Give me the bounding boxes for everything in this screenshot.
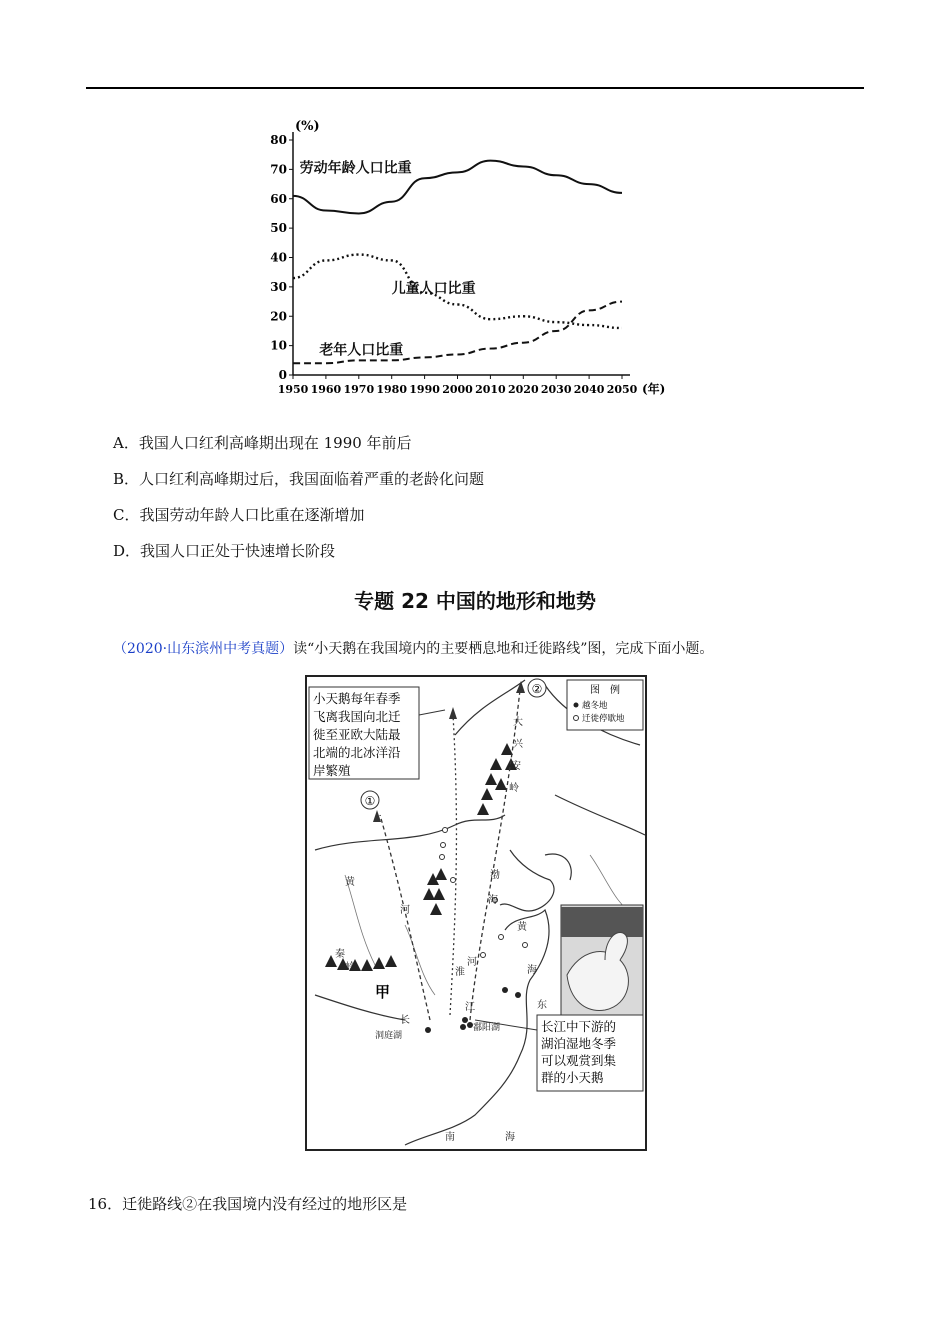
svg-text:南: 南 bbox=[445, 1132, 455, 1143]
route-2-label: ② bbox=[531, 682, 543, 696]
svg-text:秦: 秦 bbox=[335, 949, 345, 960]
svg-text:飞离我国向北迁: 飞离我国向北迁 bbox=[313, 709, 401, 724]
y-tick-label: 50 bbox=[270, 221, 287, 236]
x-tick-label: 2030 bbox=[540, 383, 572, 396]
x-tick-label: 1960 bbox=[310, 383, 342, 396]
svg-text:河: 河 bbox=[400, 905, 410, 916]
route-1-label: ① bbox=[364, 794, 376, 808]
option-d[interactable]: D．我国人口正处于快速增长阶段 bbox=[113, 542, 336, 560]
legend-stopover: 迁徙停歇地 bbox=[582, 714, 625, 724]
svg-text:长: 长 bbox=[400, 1015, 410, 1026]
x-tick-label: 2020 bbox=[507, 383, 539, 396]
x-tick-label: 1980 bbox=[376, 383, 408, 396]
svg-text:黄: 黄 bbox=[517, 922, 527, 933]
y-axis-label: (%) bbox=[295, 119, 320, 134]
svg-text:安: 安 bbox=[511, 761, 521, 772]
svg-text:海: 海 bbox=[488, 895, 498, 906]
y-tick-label: 80 bbox=[270, 133, 287, 147]
svg-text:海: 海 bbox=[505, 1132, 515, 1143]
legend-title: 图 例 bbox=[590, 685, 620, 696]
svg-text:江: 江 bbox=[465, 1002, 475, 1013]
svg-text:群的小天鹅: 群的小天鹅 bbox=[541, 1070, 604, 1085]
svg-text:湖泊湿地冬季: 湖泊湿地冬季 bbox=[541, 1036, 617, 1051]
x-tick-label: 2040 bbox=[573, 383, 605, 396]
svg-text:岭: 岭 bbox=[345, 962, 355, 973]
series-label-1: 儿童人口比重 bbox=[391, 280, 476, 297]
y-tick-label: 40 bbox=[270, 250, 287, 265]
option-b[interactable]: B．人口红利高峰期过后，我国面临着严重的老龄化问题 bbox=[113, 470, 485, 488]
svg-text:渤: 渤 bbox=[490, 870, 500, 881]
x-tick-label: 2010 bbox=[475, 383, 506, 396]
svg-text:海: 海 bbox=[527, 965, 537, 976]
y-tick-label: 70 bbox=[270, 162, 287, 177]
svg-text:岭: 岭 bbox=[509, 783, 519, 794]
svg-text:河: 河 bbox=[467, 957, 477, 968]
series-label-0: 劳动年龄人口比重 bbox=[299, 160, 412, 177]
x-axis-label: (年) bbox=[642, 382, 666, 396]
svg-text:长江中下游的: 长江中下游的 bbox=[541, 1019, 617, 1034]
svg-text:洞庭湖: 洞庭湖 bbox=[375, 1031, 403, 1041]
population-ratio-chart bbox=[258, 110, 688, 410]
question-intro-text: 读“小天鹅在我国境内的主要栖息地和迁徙路线”图，完成下面小题。 bbox=[293, 641, 714, 657]
y-tick-label: 30 bbox=[270, 279, 287, 294]
x-tick-label: 1970 bbox=[343, 383, 375, 396]
svg-text:北端的北冰洋沿: 北端的北冰洋沿 bbox=[313, 745, 401, 760]
svg-text:黄: 黄 bbox=[345, 877, 355, 888]
x-tick-label: 2050 bbox=[606, 383, 638, 396]
region-jia-label: 甲 bbox=[375, 983, 391, 1001]
series-label-2: 老年人口比重 bbox=[319, 342, 404, 359]
x-tick-label: 1950 bbox=[277, 383, 309, 396]
svg-text:东: 东 bbox=[537, 1000, 547, 1011]
svg-text:可以观赏到集: 可以观赏到集 bbox=[541, 1053, 617, 1068]
svg-text:岸繁殖: 岸繁殖 bbox=[313, 763, 351, 778]
legend-wintering: 越冬地 bbox=[582, 701, 608, 711]
x-tick-label: 1990 bbox=[409, 383, 440, 396]
y-tick-label: 0 bbox=[278, 368, 287, 382]
svg-text:鄱阳湖: 鄱阳湖 bbox=[473, 1023, 501, 1033]
y-tick-label: 60 bbox=[270, 191, 287, 206]
question-source: （2020·山东滨州中考真题） bbox=[113, 641, 294, 657]
svg-text:兴: 兴 bbox=[513, 739, 523, 750]
chart-labels bbox=[270, 119, 665, 396]
y-tick-label: 10 bbox=[270, 338, 287, 353]
chart-lines bbox=[293, 161, 622, 364]
svg-text:徙至亚欧大陆最: 徙至亚欧大陆最 bbox=[313, 727, 401, 742]
swan-migration-map bbox=[305, 675, 647, 1151]
svg-text:淮: 淮 bbox=[455, 967, 465, 978]
svg-text:小天鹅每年春季: 小天鹅每年春季 bbox=[313, 691, 401, 706]
section-title: 专题 22 中国的地形和地势 bbox=[354, 589, 596, 613]
question-16: 16．迁徙路线②在我国境内没有经过的地形区是 bbox=[88, 1195, 408, 1213]
question-intro bbox=[113, 638, 713, 658]
svg-text:大: 大 bbox=[513, 717, 523, 728]
header-rule bbox=[86, 87, 864, 89]
y-tick-label: 20 bbox=[270, 309, 287, 324]
option-a[interactable]: A．我国人口红利高峰期出现在 1990 年前后 bbox=[113, 434, 412, 452]
option-c[interactable]: C．我国劳动年龄人口比重在逐渐增加 bbox=[113, 506, 365, 524]
x-tick-label: 2000 bbox=[442, 383, 473, 396]
